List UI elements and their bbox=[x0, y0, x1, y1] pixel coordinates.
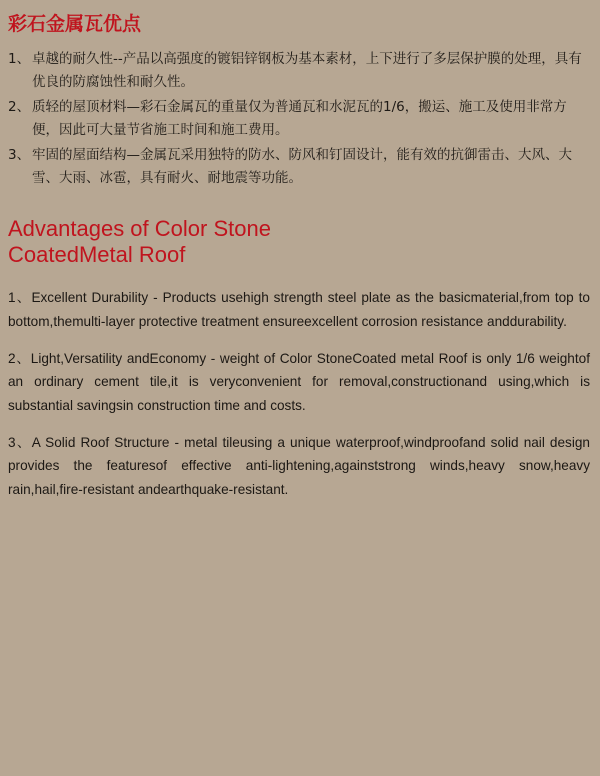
chinese-item-3-number: 3、 bbox=[8, 147, 31, 163]
english-item-1: 1、Excellent Durability - Products usehigh strength steel plate as the basicmaterial,from top to bottom,themulti-layer protective treatment ensureexcellent corrosion resistance anddurability. bbox=[8, 290, 590, 329]
english-heading-line-2: CoatedMetal Roof bbox=[8, 242, 186, 267]
chinese-item-2-number: 2、 bbox=[8, 99, 31, 115]
english-advantages-list bbox=[8, 286, 590, 501]
chinese-heading: 彩石金属瓦优点 bbox=[8, 13, 142, 35]
english-item-2: 2、Light,Versatility andEconomy - weight of Color StoneCoated metal Roof is only 1/6 weightof an ordinary cement tile,it is veryconvenient for removal,constructionand using,which is substantial savingsin construction time and costs. bbox=[8, 350, 590, 413]
chinese-item-1-text: 卓越的耐久性--产品以高强度的镀铝锌钢板为基本素材，上下进行了多层保护膜的处理，具有优良的防腐蚀性和耐久性。 bbox=[32, 51, 582, 90]
chinese-item-2-text: 质轻的屋顶材料—彩石金属瓦的重量仅为普通瓦和水泥瓦的1/6，搬运、施工及使用非常方便，因此可大量节省施工时间和施工费用。 bbox=[32, 99, 567, 138]
english-item-3: 3、A Solid Roof Structure - metal tileusing a unique waterproof,windproofand solid nail design provides the featuresof effective anti-lightening,againststrong winds,heavy snow,heavy rain,hail,fire-resistant andearthquake-resistant. bbox=[8, 434, 590, 497]
chinese-item-2 bbox=[8, 96, 590, 142]
english-heading-line-1: Advantages of Color Stone bbox=[8, 216, 271, 241]
chinese-item-1-number: 1、 bbox=[8, 51, 31, 67]
chinese-item-3 bbox=[8, 144, 590, 190]
chinese-advantages-list bbox=[8, 48, 590, 190]
chinese-item-3-text: 牢固的屋面结构—金属瓦采用独特的防水、防风和钉固设计，能有效的抗御雷击、大风、大雪、大雨、冰雹，具有耐火、耐地震等功能。 bbox=[32, 147, 572, 186]
chinese-item-1 bbox=[8, 48, 590, 94]
english-heading bbox=[8, 216, 590, 268]
